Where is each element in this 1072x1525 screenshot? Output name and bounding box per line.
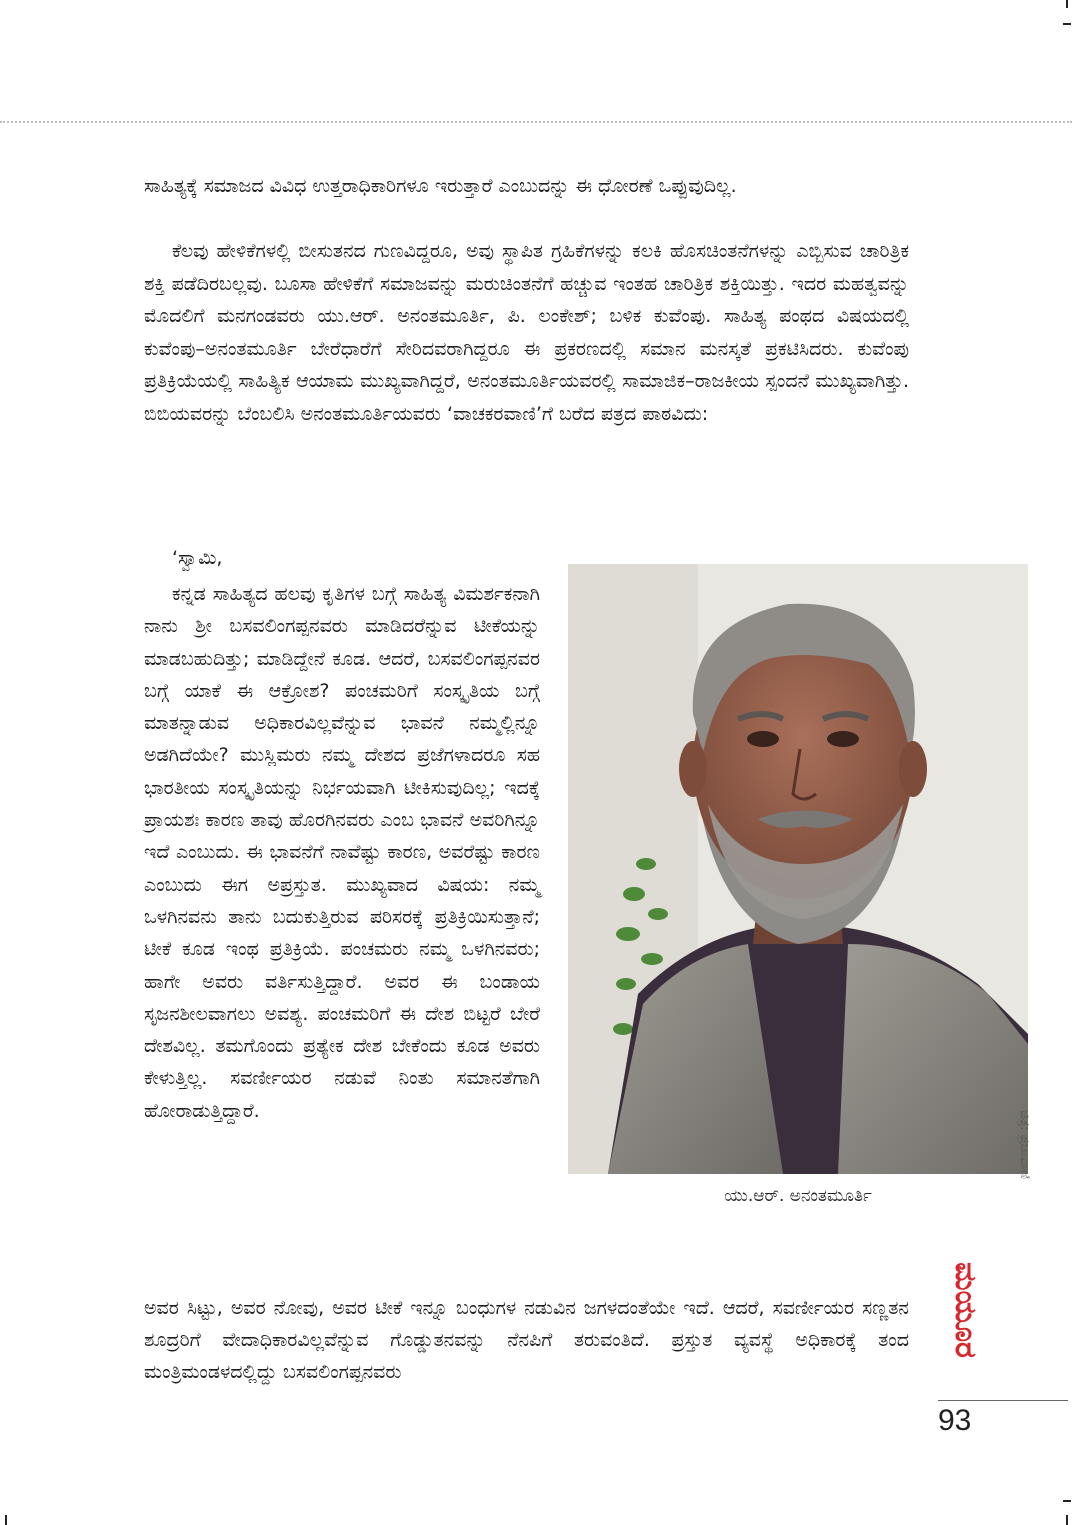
magazine-logo: ಮಯೂರ: [948, 1262, 983, 1358]
letter-salutation: ‘ಸ್ವಾಮಿ,: [172, 547, 223, 569]
portrait-photo: [568, 564, 1028, 1174]
paragraph-1: ಸಾಹಿತ್ಯಕ್ಕೆ ಸಮಾಜದ ವಿವಿಧ ಉತ್ತರಾಧಿಕಾರಿಗಳೂ ಇರುತ್ತಾರೆ ಎಂಬುದನ್ನು ಈ ಧೋರಣೆ ಒಪ್ಪುವುದಿಲ್ಲ.: [144, 175, 737, 197]
photo-credit: ಚಿತ್ರ: ಪ್ರಜಾವಾಣಿ: [1017, 1110, 1032, 1180]
header-dotted-rule: [0, 121, 1072, 123]
footer-rule: [938, 1400, 1068, 1401]
crop-mark-right-upper: [1063, 23, 1071, 25]
crop-mark-bottom-right: [1066, 1515, 1068, 1525]
crop-mark-top-right: [1066, 0, 1068, 8]
photo-caption: ಯು.ಆರ್. ಅನಂತಮೂರ್ತಿ: [724, 1186, 872, 1206]
paragraph-2: ಕೆಲವು ಹೇಳಿಕೆಗಳಲ್ಲಿ ಬೀಸುತನದ ಗುಣವಿದ್ದರೂ, ಅವು ಸ್ಥಾಪಿತ ಗ್ರಹಿಕೆಗಳನ್ನು ಕಲಕಿ ಹೊಸಚಿಂತನೆಗಳನ್ನು ಎಬ್ಬಿಸುವ ಚಾರಿತ್ರಿಕ ಶಕ್ತಿ ಪಡೆದಿರಬಲ್ಲವು. ಬೂಸಾ ಹೇಳಿಕೆಗೆ ಸಮಾಜವನ್ನು ಮರುಚಿಂತನೆಗೆ ಹಚ್ಚುವ ಇಂತಹ ಚಾರಿತ್ರಿಕ ಶಕ್ತಿಯಿತ್ತು. ಇದರ ಮಹತ್ವವನ್ನು ಮೊದಲಿಗೆ ಮನಗಂಡವರು ಯು.ಆರ್. ಅನಂತಮೂರ್ತಿ, ಪಿ. ಲಂಕೇಶ್; ಬಳಿಕ ಕುವೆಂಪು. ಸಾಹಿತ್ಯ ಪಂಥದ ವಿಷಯದಲ್ಲಿ ಕುವೆಂಪು–ಅನಂತಮೂರ್ತಿ ಬೇರೆಧಾರೆಗೆ ಸೇರಿದವರಾಗಿದ್ದರೂ ಈ ಪ್ರಕರಣದಲ್ಲಿ ಸಮಾನ ಮನಸ್ಕತೆ ಪ್ರಕಟಿಸಿದರು. ಕುವೆಂಪು ಪ್ರತಿಕ್ರಿಯೆಯಲ್ಲಿ ಸಾಹಿತ್ಯಿಕ ಆಯಾಮ ಮುಖ್ಯವಾಗಿದ್ದರೆ, ಅನಂತಮೂರ್ತಿಯವರಲ್ಲಿ ಸಾಮಾಜಿಕ–ರಾಜಕೀಯ ಸ್ಪಂದನೆ ಮುಖ್ಯವಾಗಿತ್ತು. ಬಿಬಿಯವರನ್ನು ಬೆಂಬಲಿಸಿ ಅನಂತಮೂರ್ತಿಯವರು ‘ವಾಚಕರವಾಣಿ’ಗೆ ಬರೆದ ಪತ್ರದ ಪಾಠವಿದು:: [144, 240, 909, 425]
crop-mark-bottom-left: [5, 1515, 7, 1525]
portrait-illustration: [568, 564, 1028, 1174]
letter-body: ಕನ್ನಡ ಸಾಹಿತ್ಯದ ಹಲವು ಕೃತಿಗಳ ಬಗ್ಗೆ ಸಾಹಿತ್ಯ ವಿಮರ್ಶಕನಾಗಿ ನಾನು ಶ್ರೀ ಬಸವಲಿಂಗಪ್ಪನವರು ಮಾಡಿದರೆನ್ನುವ ಟೀಕೆಯನ್ನು ಮಾಡಬಹುದಿತ್ತು; ಮಾಡಿದ್ದೇನೆ ಕೂಡ. ಆದರೆ, ಬಸವಲಿಂಗಪ್ಪನವರ ಬಗ್ಗೆ ಯಾಕೆ ಈ ಆಕ್ರೋಶ? ಪಂಚಮರಿಗೆ ಸಂಸ್ಕೃತಿಯ ಬಗ್ಗೆ ಮಾತನ್ನಾಡುವ ಅಧಿಕಾರವಿಲ್ಲವೆನ್ನುವ ಭಾವನೆ ನಮ್ಮಲ್ಲಿನ್ನೂ ಅಡಗಿದೆಯೇ? ಮುಸ್ಲಿಮರು ನಮ್ಮ ದೇಶದ ಪ್ರಜೆಗಳಾದರೂ ಸಹ ಭಾರತೀಯ ಸಂಸ್ಕೃತಿಯನ್ನು ನಿರ್ಭಯವಾಗಿ ಟೀಕಿಸುವುದಿಲ್ಲ; ಇದಕ್ಕೆ ಪ್ರಾಯಶಃ ಕಾರಣ ತಾವು ಹೊರಗಿನವರು ಎಂಬ ಭಾವನೆ ಅವರಿಗಿನ್ನೂ ಇದೆ ಎಂಬುದು. ಈ ಭಾವನೆಗೆ ನಾವೆಷ್ಟು ಕಾರಣ, ಅವರೆಷ್ಟು ಕಾರಣ ಎಂಬುದು ಈಗ ಅಪ್ರಸ್ತುತ. ಮುಖ್ಯವಾದ ವಿಷಯ: ನಮ್ಮ ಒಳಗಿನವನು ತಾನು ಬದುಕುತ್ತಿರುವ ಪರಿಸರಕ್ಕೆ ಪ್ರತಿಕ್ರಿಯಿಸುತ್ತಾನೆ; ಟೀಕೆ ಕೂಡ ಇಂಥ ಪ್ರತಿಕ್ರಿಯೆ. ಪಂಚಮರು ನಮ್ಮ ಒಳಗಿನವರು; ಹಾಗೇ ಅವರು ವರ್ತಿಸುತ್ತಿದ್ದಾರೆ. ಅವರ ಈ ಬಂಡಾಯ ಸೃಜನಶೀಲವಾಗಲು ಅವಶ್ಯ. ಪಂಚಮರಿಗೆ ಈ ದೇಶ ಬಿಟ್ಟರೆ ಬೇರೆ ದೇಶವಿಲ್ಲ. ತಮಗೊಂದು ಪ್ರತ್ಯೇಕ ದೇಶ ಬೇಕೆಂದು ಕೂಡ ಅವರು ಕೇಳುತ್ತಿಲ್ಲ. ಸವರ್ಣೀಯರ ನಡುವೆ ನಿಂತು ಸಮಾನತೆಗಾಗಿ ಹೋರಾಡುತ್ತಿದ್ದಾರೆ.: [144, 583, 540, 1122]
crop-mark-right-lower: [1063, 1500, 1071, 1502]
page-number: 93: [938, 1404, 972, 1437]
paragraph-4: ಅವರ ಸಿಟ್ಟು, ಅವರ ನೋವು, ಅವರ ಟೀಕೆ ಇನ್ನೂ ಬಂಧುಗಳ ನಡುವಿನ ಜಗಳದಂತೆಯೇ ಇದೆ. ಆದರೆ, ಸವರ್ಣೀಯರ ಸಣ್ಣತನ ಶೂದ್ರರಿಗೆ ವೇದಾಧಿಕಾರವಿಲ್ಲವೆನ್ನುವ ಗೊಡ್ಡುತನವನ್ನು ನೆನಪಿಗೆ ತರುವಂತಿದೆ. ಪ್ರಸ್ತುತ ವ್ಯವಸ್ಥೆ ಅಧಿಕಾರಕ್ಕೆ ತಂದ ಮಂತ್ರಿಮಂಡಳದಲ್ಲಿದ್ದು ಬಸವಲಿಂಗಪ್ಪನವರು: [144, 1297, 909, 1383]
